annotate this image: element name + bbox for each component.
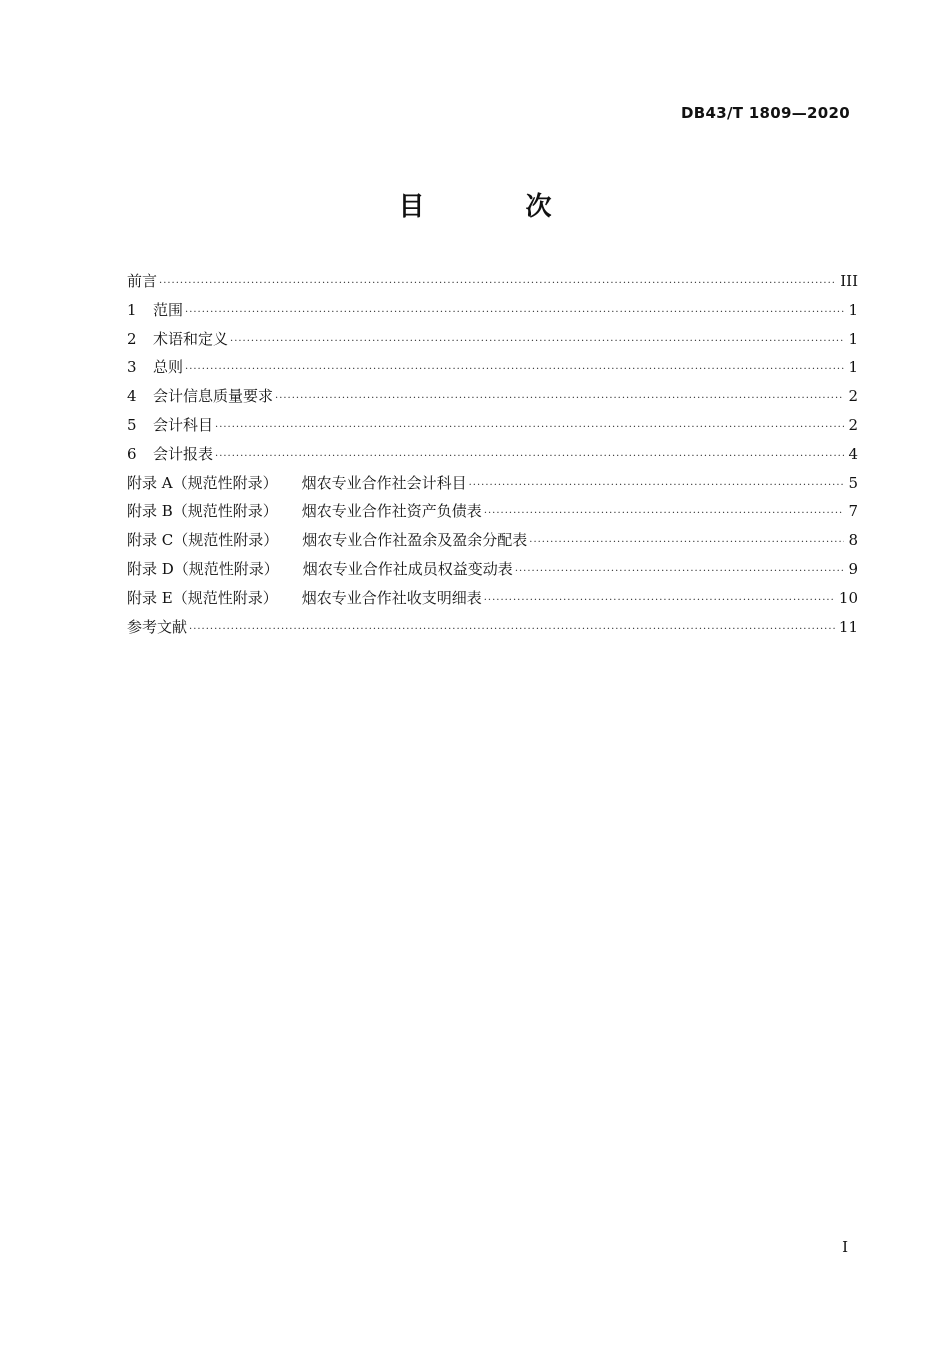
toc-dot-leader (529, 529, 844, 558)
toc-entry-label: 会计报表 (153, 444, 214, 463)
toc-dot-leader (215, 414, 844, 443)
toc-entry-page: 11 (838, 617, 858, 636)
toc-entry-page: 10 (838, 588, 858, 607)
toc-entry-label: 会计信息质量要求 (153, 387, 274, 406)
toc-entry-number: 4 (127, 387, 137, 406)
toc-entry-page: 9 (848, 559, 858, 578)
toc-entry-label: 总则 (153, 358, 184, 377)
toc-entry-prefix: 附录 C（规范性附录） (127, 531, 279, 550)
toc-entry-page: III (840, 272, 858, 290)
toc-dot-leader (469, 472, 845, 501)
toc-entry-terms[interactable] (127, 325, 858, 354)
toc-entry-label: 烟农专业合作社会计科目 (301, 473, 467, 492)
toc-entry-prefix: 附录 E（规范性附录） (127, 588, 278, 607)
toc-entry-prefix: 附录 A（规范性附录） (127, 473, 278, 492)
toc-entry-label: 烟农专业合作社盈余及盈余分配表 (302, 531, 528, 550)
toc-entry-page: 8 (848, 531, 858, 550)
toc-entry-scope[interactable] (127, 296, 858, 325)
toc-entry-page: 7 (848, 502, 858, 521)
toc-entry-number: 2 (127, 329, 137, 348)
toc-entry-statements[interactable] (127, 440, 858, 469)
toc-entry-appendix-b[interactable] (127, 497, 858, 526)
toc-entry-number: 3 (127, 358, 137, 377)
toc-entry-label: 前言 (127, 272, 158, 290)
toc-entry-appendix-e[interactable] (127, 584, 858, 613)
toc-entry-label: 烟农专业合作社收支明细表 (301, 588, 482, 607)
toc-dot-leader (484, 500, 845, 529)
page-number: I (842, 1238, 848, 1256)
toc-entry-appendix-c[interactable] (127, 526, 858, 555)
toc-dot-leader (185, 356, 844, 385)
toc-dot-leader (189, 616, 835, 645)
toc-entry-page: 1 (848, 358, 858, 377)
toc-dot-leader (185, 299, 844, 328)
toc-entry-label: 范围 (153, 300, 184, 319)
toc-entry-page: 1 (848, 329, 858, 348)
toc-entry-label: 烟农专业合作社成员权益变动表 (302, 559, 513, 578)
document-code: DB43/T 1809—2020 (681, 104, 850, 122)
toc-entry-prefix: 附录 D（规范性附录） (127, 559, 279, 578)
toc-entry-page: 2 (848, 387, 858, 406)
toc-dot-leader (230, 328, 844, 357)
toc-entry-page: 1 (848, 300, 858, 319)
table-of-contents (127, 267, 858, 641)
toc-entry-label: 会计科目 (153, 415, 214, 434)
toc-entry-references[interactable] (127, 613, 858, 642)
toc-entry-general[interactable] (127, 353, 858, 382)
toc-entry-number: 1 (127, 300, 137, 319)
toc-dot-leader (484, 587, 835, 616)
toc-dot-leader (515, 558, 845, 587)
page-title: 目 次 (398, 192, 598, 222)
toc-entry-label: 参考文献 (127, 617, 188, 636)
toc-dot-leader (159, 270, 836, 299)
toc-entry-prefix: 附录 B（规范性附录） (127, 502, 278, 521)
toc-entry-quality[interactable] (127, 382, 858, 411)
toc-entry-number: 5 (127, 415, 137, 434)
toc-entry-page: 5 (848, 473, 858, 492)
toc-entry-page: 2 (848, 415, 858, 434)
toc-entry-foreword[interactable] (127, 267, 858, 296)
toc-dot-leader (275, 385, 844, 414)
toc-dot-leader (215, 443, 844, 472)
toc-entry-appendix-d[interactable] (127, 555, 858, 584)
toc-entry-label: 术语和定义 (153, 329, 229, 348)
toc-entry-page: 4 (848, 444, 858, 463)
toc-entry-label: 烟农专业合作社资产负债表 (301, 502, 482, 521)
toc-entry-appendix-a[interactable] (127, 469, 858, 498)
toc-entry-accounts[interactable] (127, 411, 858, 440)
toc-entry-number: 6 (127, 444, 137, 463)
